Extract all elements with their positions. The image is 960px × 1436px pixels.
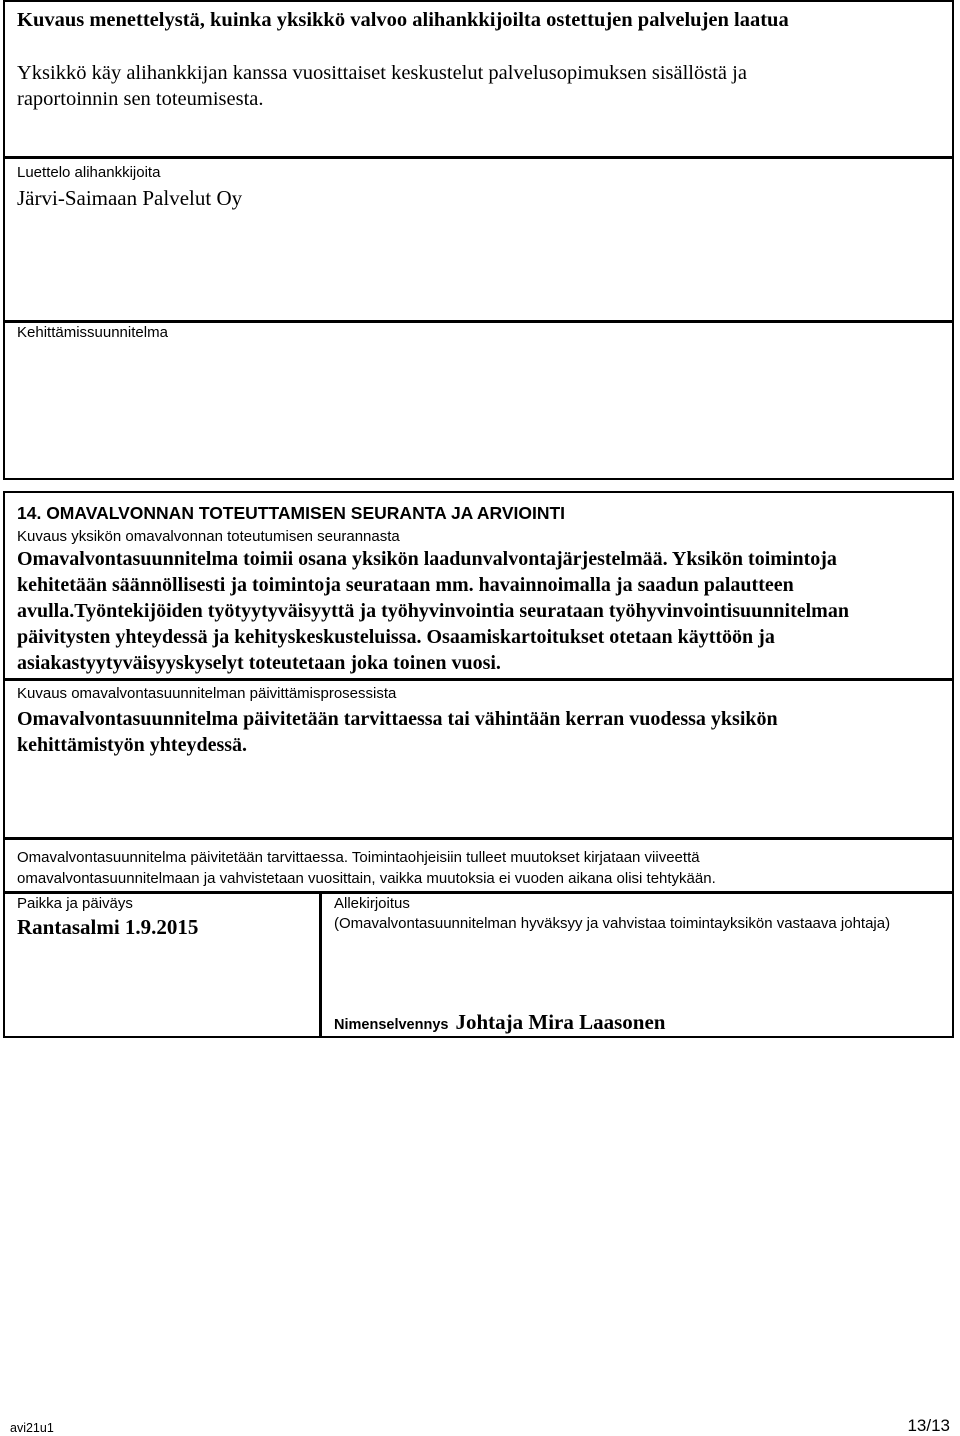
name-clarification-label: Nimenselvennys (334, 1017, 449, 1033)
improvement-plan-label: Kehittämissuunnitelma (17, 324, 168, 341)
monitoring-body-line3: avulla.Työntekijöiden työtyytyväisyyttä ja työhyvinvointia seurataan työhyvinvointisuunnitelman (17, 600, 849, 622)
purchase-quality-text-line1: Yksikkö käy alihankkijan kanssa vuosittaiset keskustelut palvelusopimuksen sisällöstä ja (17, 62, 747, 84)
signature-section (320, 892, 954, 1038)
subcontractors-label: Luettelo alihankkijoita (17, 164, 161, 181)
monitoring-sublabel: Kuvaus yksikön omavalvonnan toteutumisen seurannasta (17, 528, 400, 545)
purchase-quality-text-line2: raportoinnin sen toteumisesta. (17, 88, 264, 110)
update-process-body-line2: kehittämistyön yhteydessä. (17, 734, 248, 756)
update-process-section (3, 679, 954, 839)
update-note-section (3, 838, 954, 893)
place-date-section (3, 892, 321, 1038)
document-code: avi21u1 (10, 1421, 54, 1435)
subcontractors-section (3, 157, 954, 322)
monitoring-body-line2: kehitetään säännöllisesti ja toimintoja seurataan mm. havainnoimalla ja saadun palautteen (17, 574, 794, 596)
signature-note: (Omavalvontasuunnitelman hyväksyy ja vahvistaa toimintayksikön vastaava johtaja) (334, 915, 891, 932)
monitoring-section (3, 491, 954, 680)
name-clarification-value: Johtaja Mira Laasonen (455, 1010, 666, 1034)
improvement-plan-section (3, 321, 954, 480)
signature-label: Allekirjoitus (334, 895, 410, 912)
section-14-heading: 14. OMAVALVONNAN TOTEUTTAMISEN SEURANTA JA ARVIOINTI (17, 503, 566, 523)
name-clarification (334, 1010, 942, 1035)
update-process-label: Kuvaus omavalvontasuunnitelman päivittämisprosessista (17, 685, 397, 702)
purchase-quality-heading: Kuvaus menettelystä, kuinka yksikkö valvoo alihankkijoilta ostettujen palvelujen laatua (17, 9, 789, 31)
subcontractors-value: Järvi-Saimaan Palvelut Oy (17, 186, 243, 210)
purchase-quality-section (3, 0, 954, 158)
place-date-label: Paikka ja päiväys (17, 895, 133, 912)
page-number: 13/13 (907, 1416, 950, 1435)
update-process-body-line1: Omavalvontasuunnitelma päivitetään tarvittaessa tai vähintään kerran vuodessa yksikön (17, 708, 778, 730)
place-date-value: Rantasalmi 1.9.2015 (17, 915, 199, 939)
update-note-line1: Omavalvontasuunnitelma päivitetään tarvittaessa. Toimintaohjeisiin tulleet muutokset kirjataan viiveettä (17, 849, 700, 866)
monitoring-body-line1: Omavalvontasuunnitelma toimii osana yksikön laadunvalvontajärjestelmää. Yksikön toimintoja (17, 548, 837, 570)
update-note-line2: omavalvontasuunnitelmaan ja vahvistetaan vuosittain, vaikka muutoksia ei vuoden aikana olisi tehtykään. (17, 870, 716, 887)
monitoring-body-line4: päivitysten yhteydessä ja kehityskeskusteluissa. Osaamiskartoitukset otetaan käyttöön ja (17, 626, 775, 648)
monitoring-body-line5: asiakastyytyväisyyskyselyt toteutetaan joka toinen vuosi. (17, 652, 501, 674)
